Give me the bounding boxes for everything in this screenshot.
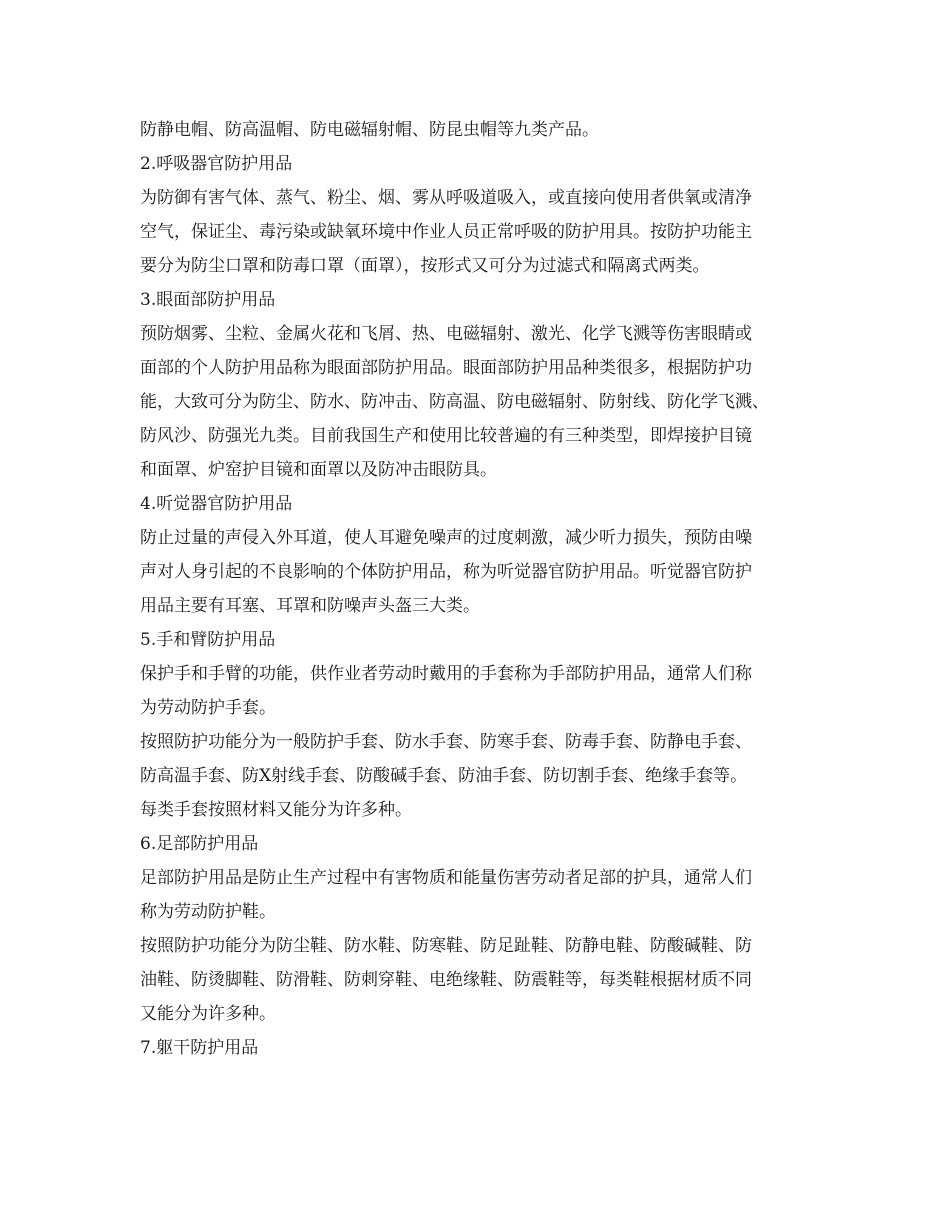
section-heading: 7.躯干防护用品 (140, 1038, 259, 1058)
text-line: 面部的个人防护用品称为眼面部防护用品。眼面部防护用品种类很多，根据防护功 (140, 358, 752, 378)
text-line: 为防御有害气体、蒸气、粉尘、烟、雾从呼吸道吸入，或直接向使用者供氧或清净 (140, 188, 752, 208)
text-line: 足部防护用品是防止生产过程中有害物质和能量伤害劳动者足部的护具，通常人们 (140, 868, 752, 888)
text-line: 防高温手套、防X射线手套、防酸碱手套、防油手套、防切割手套、绝缘手套等。 (140, 766, 748, 786)
text-line: 保护手和手臂的功能，供作业者劳动时戴用的手套称为手部防护用品，通常人们称 (140, 664, 752, 684)
text-line: 防风沙、防强光九类。目前我国生产和使用比较普遍的有三种类型，即焊接护目镜 (140, 426, 752, 446)
text-line: 防止过量的声侵入外耳道，使人耳避免噪声的过度刺激，减少听力损失，预防由噪 (140, 528, 752, 548)
text-line: 每类手套按照材料又能分为许多种。 (140, 800, 412, 820)
section-heading: 2.呼吸器官防护用品 (140, 154, 293, 174)
text-line: 为劳动防护手套。 (140, 698, 276, 718)
text-line: 按照防护功能分为一般防护手套、防水手套、防寒手套、防毒手套、防静电手套、 (140, 732, 752, 752)
section-heading: 3.眼面部防护用品 (140, 290, 276, 310)
text-line: 又能分为许多种。 (140, 1004, 276, 1024)
text-line: 要分为防尘口罩和防毒口罩（面罩），按形式又可分为过滤式和隔离式两类。 (140, 256, 710, 276)
document-body (140, 113, 815, 1065)
text-line: 空气，保证尘、毒污染或缺氧环境中作业人员正常呼吸的防护用具。按防护功能主 (140, 222, 752, 242)
text-line: 能，大致可分为防尘、防水、防冲击、防高温、防电磁辐射、防射线、防化学飞溅、 (140, 392, 769, 412)
section-heading: 5.手和臂防护用品 (140, 630, 276, 650)
text-line: 声对人身引起的不良影响的个体防护用品，称为听觉器官防护用品。听觉器官防护 (140, 562, 752, 582)
text-line: 油鞋、防烫脚鞋、防滑鞋、防刺穿鞋、电绝缘鞋、防震鞋等，每类鞋根据材质不同 (140, 970, 752, 990)
section-heading: 4.听觉器官防护用品 (140, 494, 293, 514)
text-line: 预防烟雾、尘粒、金属火花和飞屑、热、电磁辐射、激光、化学飞溅等伤害眼睛或 (140, 324, 752, 344)
text-line: 防静电帽、防高温帽、防电磁辐射帽、防昆虫帽等九类产品。 (140, 120, 599, 140)
text-line: 和面罩、炉窑护目镜和面罩以及防冲击眼防具。 (140, 460, 497, 480)
text-line: 称为劳动防护鞋。 (140, 902, 276, 922)
section-heading: 6.足部防护用品 (140, 834, 259, 854)
text-line: 用品主要有耳塞、耳罩和防噪声头盔三大类。 (140, 596, 480, 616)
text-line: 按照防护功能分为防尘鞋、防水鞋、防寒鞋、防足趾鞋、防静电鞋、防酸碱鞋、防 (140, 936, 752, 956)
